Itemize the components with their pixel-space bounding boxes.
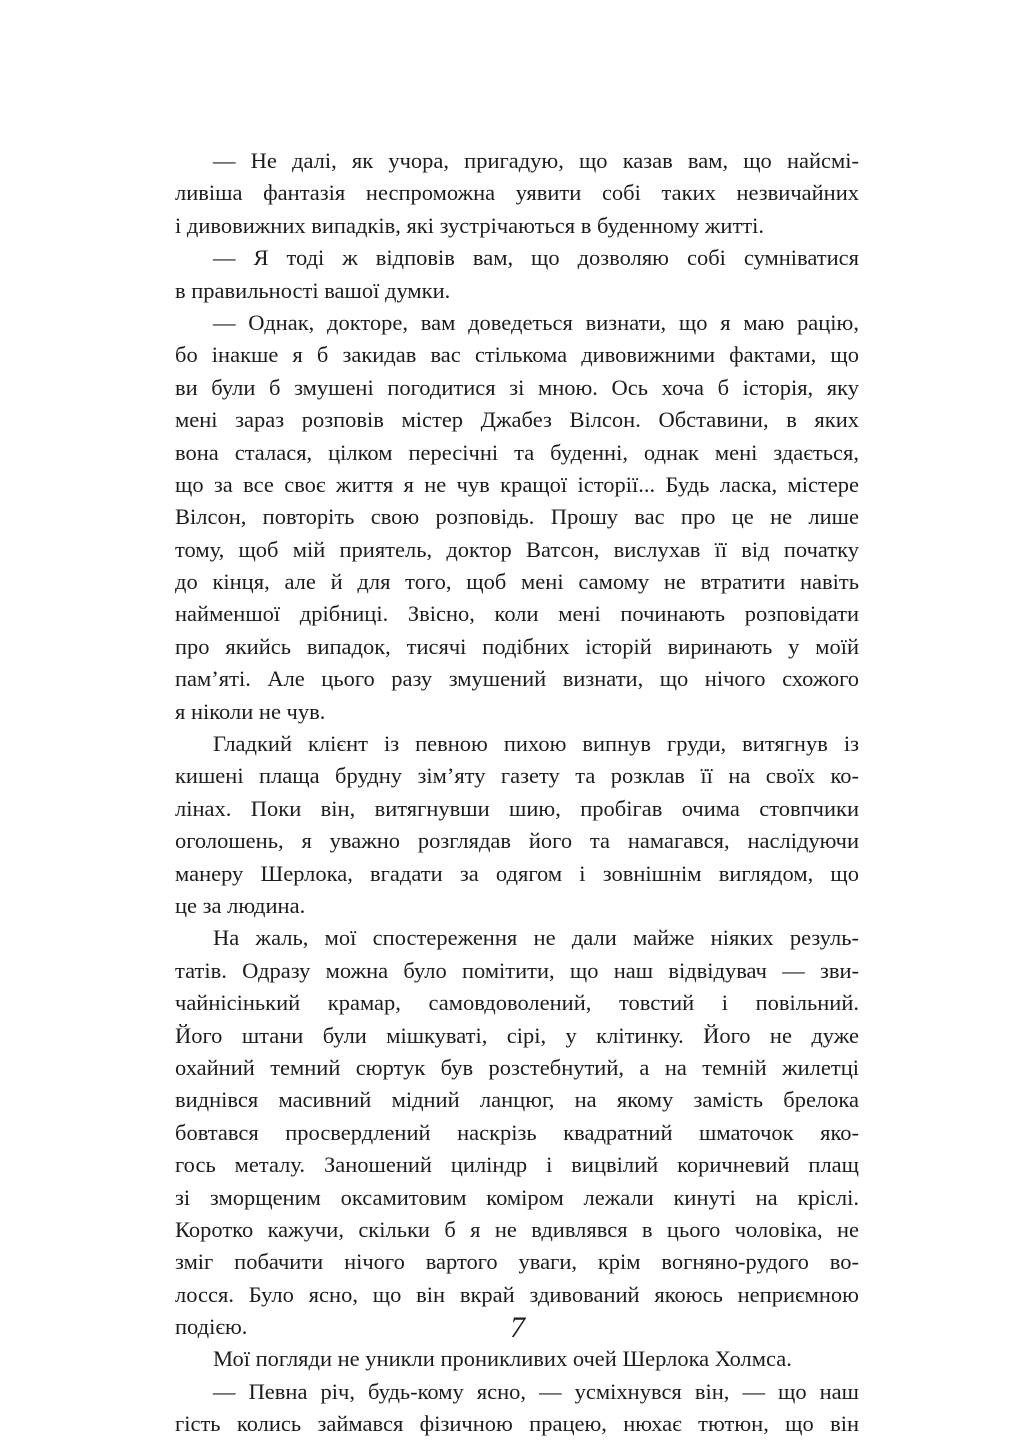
text-line: Коротко кажучи, скільки б я не вдивлявся в цього чоловіка, не bbox=[175, 1216, 859, 1242]
text-line: виднівся масивний мідний ланцюг, на якому замість брелока bbox=[175, 1087, 859, 1113]
text-line: — Не далі, як учора, пригадую, що казав вам, що найсмі- bbox=[213, 148, 859, 173]
paragraph bbox=[175, 242, 859, 307]
paragraph bbox=[175, 728, 859, 922]
text-line: манеру Шерлока, вгадати за одягом і зовнішнім виглядом, що bbox=[175, 860, 859, 886]
text-line: зі зморщеним оксамитовим коміром лежали кинуті на кріслі. bbox=[175, 1184, 859, 1210]
text-line: лосся. Було ясно, що він вкрай здивований якоюсь неприємною bbox=[175, 1281, 859, 1307]
text-line: гось металу. Заношений циліндр і вицвілий коричневий плащ bbox=[175, 1152, 859, 1178]
text-line: Його штани були мішкуваті, сірі, у клітинку. Його не дуже bbox=[175, 1022, 859, 1048]
paragraph bbox=[175, 145, 859, 242]
text-line: вона сталася, цілком пересічні та буденні, однак мені здається, bbox=[175, 439, 859, 465]
page-number: 7 bbox=[510, 1311, 525, 1344]
text-line: зміг побачити нічого вартого уваги, крім вогняно-рудого во- bbox=[175, 1249, 859, 1275]
text-line: Вілсон, повторіть свою розповідь. Прошу вас про це не лише bbox=[175, 504, 859, 530]
paragraph bbox=[175, 1343, 859, 1375]
paragraph bbox=[175, 1376, 859, 1441]
text-line: і дивовижних випадків, які зустрічаються в буденному житті. bbox=[175, 212, 764, 238]
text-line: гість колись займався фізичною працею, нюхає тютюн, що він bbox=[175, 1411, 859, 1437]
text-line: оголошень, я уважно розглядав його та намагався, наслідуючи bbox=[175, 828, 859, 854]
text-line: — Певна річ, будь-кому ясно, — усміхнувся він, — що наш bbox=[213, 1378, 859, 1404]
text-line: до кінця, але й для того, щоб мені самому не втратити навіть bbox=[175, 569, 859, 595]
text-line: татів. Одразу можна було помітити, що наш відвідувач — зви- bbox=[175, 957, 859, 983]
text-line: найменшої дрібниці. Звісно, коли мені починають розповідати bbox=[175, 601, 859, 627]
text-line: бо інакше я б закидав вас стількома дивовижними фактами, що bbox=[175, 342, 859, 368]
text-line: це за людина. bbox=[175, 892, 306, 918]
paragraph bbox=[175, 307, 859, 728]
text-line: кишені плаща брудну зім’яту газету та розклав її на своїх ко- bbox=[175, 763, 859, 789]
text-line: мені зараз розповів містер Джабез Вілсон. Обставини, в яких bbox=[175, 407, 859, 433]
text-line: в правильності вашої думки. bbox=[175, 277, 451, 303]
text-line: лінах. Поки він, витягнувши шию, пробігав очима стовпчики bbox=[175, 795, 859, 821]
text-line: — Я тоді ж відповів вам, що дозволяю собі сумніватися bbox=[213, 245, 859, 271]
text-line: На жаль, мої спостереження не дали майже ніяких резуль- bbox=[213, 925, 859, 951]
text-line: чайнісінький крамар, самовдоволений, товстий і повільний. bbox=[175, 990, 859, 1016]
text-line: охайний темний сюртук був розстебнутий, а на темній жилетці bbox=[175, 1054, 859, 1080]
text-line: бовтався просвердлений наскрізь квадратний шматочок яко- bbox=[175, 1119, 859, 1145]
page-body bbox=[175, 145, 859, 1441]
text-line: що за все своє життя я не чув кращої історії... Будь ласка, містере bbox=[175, 471, 859, 497]
text-line: я ніколи не чув. bbox=[175, 698, 326, 724]
text-line: Гладкий клієнт із певною пихою випнув груди, витягнув із bbox=[213, 731, 859, 757]
text-line: подією. bbox=[175, 1314, 248, 1340]
text-line: ливіша фантазія неспроможна уявити собі таких незвичайних bbox=[175, 180, 859, 206]
text-line: ви були б змушені погодитися зі мною. Ось хоча б історія, яку bbox=[175, 374, 859, 400]
text-line: — Однак, докторе, вам доведеться визнати, що я маю рацію, bbox=[213, 309, 859, 335]
text-line: про якийсь випадок, тисячі подібних історій виринають у моїй bbox=[175, 633, 859, 659]
text-line: Мої погляди не уникли проникливих очей Шерлока Холмса. bbox=[213, 1346, 792, 1372]
text-line: тому, щоб мій приятель, доктор Ватсон, вислухав її від початку bbox=[175, 536, 859, 562]
paragraph bbox=[175, 922, 859, 1343]
text-line: пам’яті. Але цього разу змушений визнати, що нічого схожого bbox=[175, 666, 859, 692]
